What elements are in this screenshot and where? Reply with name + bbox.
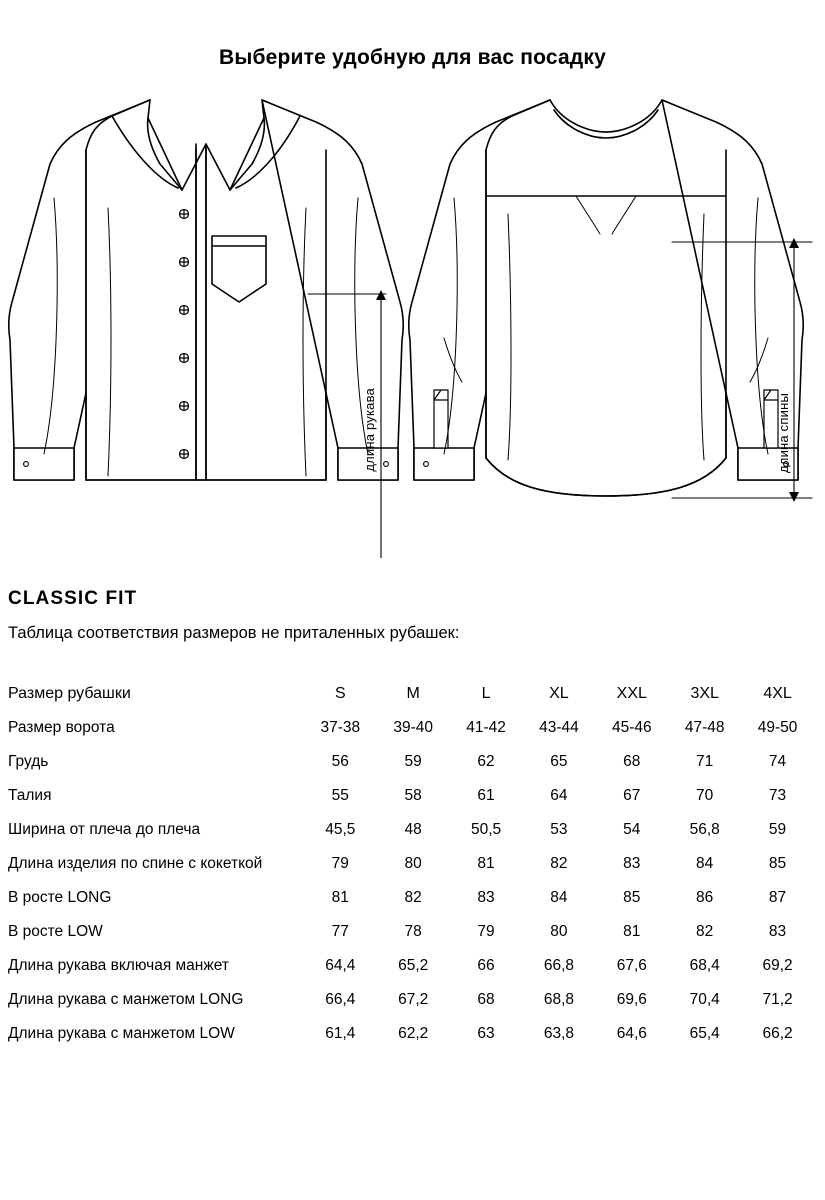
- table-cell: 66: [477, 957, 495, 974]
- table-row: [8, 847, 814, 881]
- table-cell: 82: [550, 855, 568, 872]
- row-label: Длина рукава с манжетом LOW: [8, 1025, 235, 1042]
- table-cell: 83: [623, 855, 641, 872]
- table-cell: 62,2: [398, 1025, 429, 1042]
- table-row: [8, 949, 814, 983]
- shirt-back-illustration: [409, 100, 804, 496]
- table-cell: 66,2: [762, 1025, 793, 1042]
- table-cell: 81: [477, 855, 495, 872]
- table-cell: 87: [768, 889, 787, 906]
- table-cell: 41-42: [466, 719, 506, 736]
- fit-heading: CLASSIC FIT: [8, 588, 138, 609]
- table-cell: 63,8: [543, 1025, 574, 1042]
- table-column-header: Размер рубашки: [8, 685, 131, 702]
- table-cell: 55: [331, 787, 349, 804]
- table-column-header: XL: [549, 685, 569, 702]
- shirt-diagram: [0, 88, 825, 558]
- row-label: Размер ворота: [8, 719, 115, 736]
- table-cell: 54: [623, 821, 641, 838]
- table-cell: 68: [477, 991, 495, 1008]
- table-row: [8, 915, 814, 949]
- table-column-header: M: [406, 685, 420, 702]
- table-cell: 67,2: [398, 991, 429, 1008]
- table-cell: 48: [404, 821, 422, 838]
- table-cell: 83: [768, 923, 787, 940]
- table-header-row: [8, 677, 814, 711]
- row-label: В росте LOW: [8, 923, 103, 940]
- table-cell: 85: [768, 855, 787, 872]
- table-cell: 43-44: [539, 719, 579, 736]
- table-cell: 82: [696, 923, 714, 940]
- shirt-diagram-svg: [0, 88, 825, 558]
- table-cell: 84: [550, 889, 568, 906]
- table-column-header: L: [481, 685, 491, 702]
- table-cell: 83: [477, 889, 495, 906]
- table-cell: 45,5: [325, 821, 356, 838]
- table-cell: 39-40: [393, 719, 433, 736]
- sleeve-length-label: длина рукава: [362, 388, 377, 472]
- row-label: Длина изделия по спине с кокеткой: [8, 855, 263, 872]
- table-cell: 70: [696, 787, 714, 804]
- table-cell: 58: [404, 787, 422, 804]
- row-label: Длина рукава включая манжет: [8, 957, 229, 974]
- table-row: [8, 1017, 814, 1051]
- table-cell: 53: [550, 821, 568, 838]
- table-cell: 37-38: [320, 719, 361, 736]
- table-cell: 66,4: [325, 991, 356, 1008]
- table-cell: 73: [768, 787, 787, 804]
- table-cell: 69,2: [762, 957, 793, 974]
- row-label: Длина рукава с манжетом LONG: [8, 991, 244, 1008]
- table-cell: 67,6: [616, 957, 647, 974]
- table-row: [8, 711, 814, 745]
- table-cell: 69,6: [616, 991, 647, 1008]
- row-label: Грудь: [8, 753, 49, 770]
- table-cell: 65: [550, 753, 568, 770]
- table-column-header: 3XL: [690, 685, 719, 702]
- table-cell: 67: [623, 787, 641, 804]
- table-row: [8, 881, 814, 915]
- table-cell: 86: [696, 889, 714, 906]
- table-row: [8, 745, 814, 779]
- back-length-label: длина спины: [776, 393, 791, 473]
- table-cell: 64,4: [325, 957, 356, 974]
- table-cell: 63: [477, 1025, 495, 1042]
- fit-subheading: Таблица соответствия размеров не приталенных рубашек:: [8, 624, 460, 642]
- table-cell: 59: [404, 753, 422, 770]
- table-cell: 78: [404, 923, 422, 940]
- table-cell: 64,6: [616, 1025, 647, 1042]
- row-label: Ширина от плеча до плеча: [8, 821, 201, 838]
- table-cell: 62: [477, 753, 495, 770]
- table-column-header: S: [334, 685, 346, 702]
- table-cell: 45-46: [611, 719, 652, 736]
- table-cell: 71: [696, 753, 714, 770]
- table-cell: 64: [550, 787, 568, 804]
- table-cell: 49-50: [757, 719, 798, 736]
- table-cell: 68,8: [543, 991, 574, 1008]
- table-cell: 74: [768, 753, 787, 770]
- table-cell: 56,8: [689, 821, 720, 838]
- table-cell: 81: [623, 923, 641, 940]
- table-column-header: XXL: [616, 685, 647, 702]
- table-cell: 68,4: [689, 957, 720, 974]
- table-cell: 59: [768, 821, 787, 838]
- table-cell: 47-48: [684, 719, 725, 736]
- table-cell: 71,2: [762, 991, 793, 1008]
- table-row: [8, 779, 814, 813]
- table-cell: 85: [623, 889, 641, 906]
- table-cell: 82: [404, 889, 422, 906]
- table-cell: 70,4: [689, 991, 720, 1008]
- table-cell: 79: [477, 923, 495, 940]
- table-cell: 65,4: [689, 1025, 720, 1042]
- table-cell: 84: [696, 855, 714, 872]
- table-row: [8, 983, 814, 1017]
- table-cell: 66,8: [543, 957, 574, 974]
- table-cell: 79: [331, 855, 349, 872]
- table-column-header: 4XL: [763, 685, 792, 702]
- table-cell: 61: [477, 787, 495, 804]
- row-label: В росте LONG: [8, 889, 112, 906]
- table-cell: 50,5: [470, 821, 502, 838]
- table-cell: 80: [550, 923, 568, 940]
- row-label: Талия: [8, 787, 52, 804]
- page-title: Выберите удобную для вас посадку: [218, 46, 607, 69]
- table-row: [8, 813, 814, 847]
- table-cell: 65,2: [398, 957, 429, 974]
- table-cell: 61,4: [325, 1025, 356, 1042]
- table-cell: 81: [331, 889, 349, 906]
- size-table: [8, 677, 814, 1051]
- table-cell: 56: [331, 753, 349, 770]
- table-cell: 68: [623, 753, 641, 770]
- table-cell: 80: [404, 855, 422, 872]
- table-cell: 77: [331, 923, 349, 940]
